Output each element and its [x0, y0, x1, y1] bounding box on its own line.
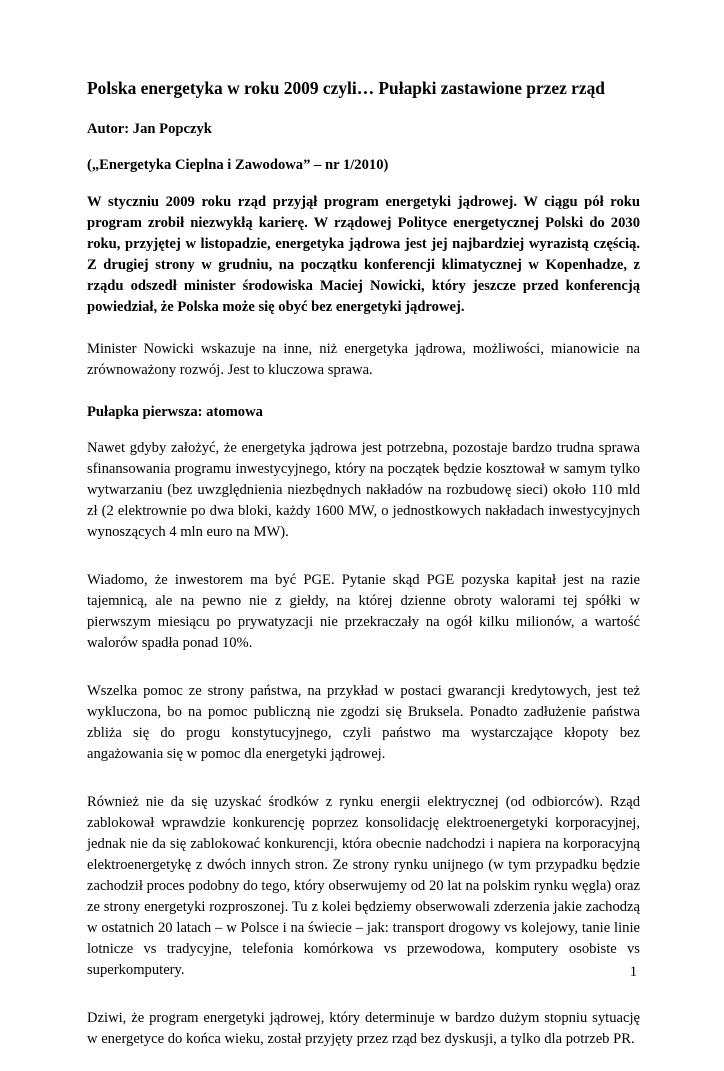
author-line: Autor: Jan Popczyk — [87, 121, 212, 137]
body-paragraph: Nawet gdyby założyć, że energetyka jądrowa jest potrzebna, pozostaje bardzo trudna sprawa sfinansowania programu inwestycyjnego, który na początek będzie kosztował w samym tylko wytwarzaniu (bez uwzględnienia niezbędnych nakładów na rozbudowę sieci) około 110 mld zł (2 elektrownie po dwa bloki, każdy 1600 MW, o jednostkowych nakładach inwestycyjnych wynoszących 4 mln euro na MW). — [87, 440, 640, 540]
section-heading: Pułapka pierwsza: atomowa — [87, 404, 263, 420]
document-page — [87, 76, 640, 1071]
lead-paragraph: W styczniu 2009 roku rząd przyjął program energetyki jądrowej. W ciągu pół roku program zrobił niezwykłą karierę. W rządowej Polityce energetycznej Polski do 2030 roku, przyjętej w listopadzie, energetyka jądrowa jest jej najbardziej wyrazistą częścią. Z drugiej strony w grudniu, na początku konferencji klimatycznej w Kopenhadze, z rządu odszedł minister środowiska Maciej Nowicki, który jeszcze przed konferencją powiedział, że Polska może się obyć bez energetyki jądrowej. — [87, 194, 640, 315]
document-title: Polska energetyka w roku 2009 czyli… Pułapki zastawione przez rząd — [87, 78, 605, 98]
page-number: 1 — [629, 964, 637, 980]
body-paragraph: Również nie da się uzyskać środków z rynku energii elektrycznej (od odbiorców). Rząd zablokował wprawdzie konkurencję poprzez konsolidację elektroenergetyki korporacyjnej, jednak nie da się zablokować konkurencji, która obecnie nadchodzi i napiera na korporacyjną elektroenergetykę z dwóch innych stron. Ze strony rynku unijnego (w tym przypadku będzie zachodził proces podobny do tego, który obserwujemy od 20 lat na polskim rynku węgla) oraz ze strony energetyki rozproszonej. Tu z kolei będziemy obserwowali zderzenia jakie zachodzą w ostatnich 20 latach – w Polsce i na świecie – jak: transport drogowy vs kolejowy, tanie linie lotnicze vs tradycyjne, telefonia komórkowa vs przewodowa, komputery osobiste vs superkomputery. — [87, 794, 640, 978]
source-line: („Energetyka Cieplna i Zawodowa” – nr 1/2010) — [87, 157, 389, 173]
body-paragraph: Dziwi, że program energetyki jądrowej, który determinuje w bardzo dużym stopniu sytuację w energetyce do końca wieku, został przyjęty przez rząd bez dyskusji, a tylko dla potrzeb PR. — [87, 1010, 640, 1047]
intro-paragraph: Minister Nowicki wskazuje na inne, niż energetyka jądrowa, możliwości, mianowicie na zrównoważony rozwój. Jest to kluczowa sprawa. — [87, 341, 640, 378]
body-paragraph: Wiadomo, że inwestorem ma być PGE. Pytanie skąd PGE pozyska kapitał jest na razie tajemnicą, ale na pewno nie z giełdy, na której dzienne obroty walorami tej spółki w pierwszym miesiącu po prywatyzacji nie przekraczały na ogół kilku milionów, a wartość walorów spadła ponad 10%. — [87, 572, 640, 651]
body-paragraph: Wszelka pomoc ze strony państwa, na przykład w postaci gwarancji kredytowych, jest też wykluczona, bo na pomoc publiczną nie zgodzi się Bruksela. Ponadto zadłużenie państwa zbliża się do progu konstytucyjnego, czyli państwo ma wystarczające kłopoty bez angażowania się w pomoc dla energetyki jądrowej. — [87, 683, 640, 762]
